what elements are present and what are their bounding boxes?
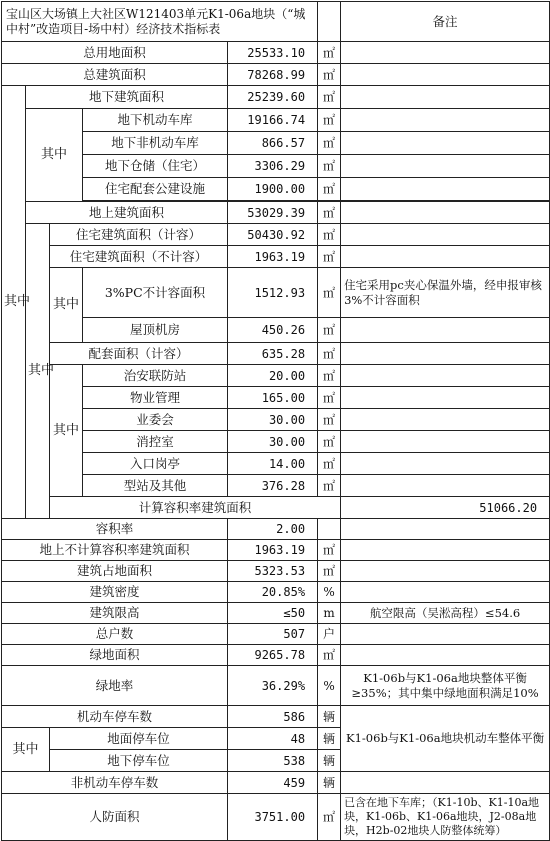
row-value: 3306.29 <box>228 155 318 178</box>
row-label: 地下建筑面积 <box>26 86 228 109</box>
row-value: ≤50 <box>228 603 318 624</box>
row-remark <box>341 343 550 365</box>
row-value: 50430.92 <box>228 224 318 246</box>
row-unit: 户 <box>318 624 341 645</box>
row-value: 14.00 <box>228 453 318 475</box>
row-remark <box>341 431 550 453</box>
row-remark <box>341 365 550 387</box>
table-row <box>2 624 550 645</box>
table-row <box>2 475 550 497</box>
row-value: 5323.53 <box>228 561 318 582</box>
row-label: 建筑密度 <box>2 582 228 603</box>
row-value: 1963.19 <box>228 540 318 561</box>
row-label: 地上建筑面积 <box>26 202 228 224</box>
economic-indicator-table <box>1 1 550 841</box>
table-row <box>2 582 550 603</box>
row-label: 地面停车位 <box>50 728 228 750</box>
row-label: 入口岗亭 <box>83 453 228 475</box>
row-unit: ㎡ <box>318 86 341 109</box>
indicator-table-sheet <box>1 1 549 837</box>
row-value: 25239.60 <box>228 86 318 109</box>
table-row <box>2 365 550 387</box>
row-label: 机动车停车数 <box>2 706 228 728</box>
table-row <box>2 343 550 365</box>
table-row <box>2 772 550 794</box>
row-label: 总户数 <box>2 624 228 645</box>
row-unit: ㎡ <box>318 132 341 155</box>
row-unit: ㎡ <box>318 561 341 582</box>
row-unit: ㎡ <box>318 540 341 561</box>
row-remark <box>341 624 550 645</box>
row-value: 3751.00 <box>228 794 318 841</box>
row-remark <box>341 109 550 132</box>
row-unit: 辆 <box>318 772 341 794</box>
row-unit: ㎡ <box>318 431 341 453</box>
row-remark <box>341 132 550 155</box>
row-label: 计算容积率建筑面积 <box>50 497 341 519</box>
row-unit: ㎡ <box>318 365 341 387</box>
row-value: 450.26 <box>228 318 318 343</box>
row-value: 53029.39 <box>228 202 318 224</box>
row-unit: ㎡ <box>318 409 341 431</box>
row-label: 地上不计算容积率建筑面积 <box>2 540 228 561</box>
table-row <box>2 645 550 666</box>
row-label: 绿地率 <box>2 666 228 706</box>
row-remark <box>341 155 550 178</box>
row-unit: ㎡ <box>318 109 341 132</box>
row-unit: ㎡ <box>318 794 341 841</box>
table-row <box>2 666 550 706</box>
row-label: 屋顶机房 <box>83 318 228 343</box>
table-row <box>2 318 550 343</box>
row-unit: ㎡ <box>318 387 341 409</box>
row-remark <box>341 178 550 201</box>
row-unit: ㎡ <box>318 64 341 86</box>
row-unit: % <box>318 666 341 706</box>
row-remark <box>341 318 550 343</box>
row-remark <box>341 475 550 497</box>
row-remark <box>341 224 550 246</box>
table-row <box>2 224 550 246</box>
row-unit: ㎡ <box>318 246 341 268</box>
row-remark: 住宅采用pc夹心保温外墙，经申报审核3%不计容面积 <box>341 268 550 318</box>
row-unit: ㎡ <box>318 224 341 246</box>
table-row <box>2 132 550 155</box>
row-value: 25533.10 <box>228 42 318 64</box>
table-row <box>2 155 550 178</box>
title-unit-cell <box>318 2 341 42</box>
row-unit: 辆 <box>318 728 341 750</box>
table-row <box>2 109 550 132</box>
row-unit <box>318 519 341 540</box>
row-remark <box>341 519 550 540</box>
row-value: 19166.74 <box>228 109 318 132</box>
row-remark <box>341 42 550 64</box>
row-remark: 已含在地下车库；（K1-10b、K1-10a地块，K1-06b、K1-06a地块，J2-08a地块，H2b-02地块人防整体统筹） <box>341 794 550 841</box>
table-row <box>2 246 550 268</box>
table-row <box>2 2 550 42</box>
table-row <box>2 453 550 475</box>
row-value: 2.00 <box>228 519 318 540</box>
row-value: 48 <box>228 728 318 750</box>
table-row <box>2 86 550 109</box>
row-label: 人防面积 <box>2 794 228 841</box>
row-remark <box>341 645 550 666</box>
row-value: 538 <box>228 750 318 772</box>
table-row <box>2 519 550 540</box>
row-label: 建筑占地面积 <box>2 561 228 582</box>
row-value: 9265.78 <box>228 645 318 666</box>
row-unit: ㎡ <box>318 475 341 497</box>
row-value: 376.28 <box>228 475 318 497</box>
row-label: 型站及其他 <box>83 475 228 497</box>
table-row <box>2 794 550 841</box>
row-value: 1512.93 <box>228 268 318 318</box>
row-remark <box>341 246 550 268</box>
table-title: 宝山区大场镇上大社区W121403单元K1-06a地块（“城中村”改造项目-场中村）经济技术指标表 <box>2 2 318 42</box>
table-row <box>2 540 550 561</box>
row-value: 1900.00 <box>228 178 318 201</box>
table-row <box>2 42 550 64</box>
row-remark: 航空限高（吴淞高程）≤54.6 <box>341 603 550 624</box>
row-remark <box>341 582 550 603</box>
row-unit: ㎡ <box>318 318 341 343</box>
row-label: 配套面积（计容） <box>50 343 228 365</box>
table-row <box>2 431 550 453</box>
table-row <box>2 497 550 519</box>
row-value: 459 <box>228 772 318 794</box>
row-label: 总建筑面积 <box>2 64 228 86</box>
row-value: 30.00 <box>228 409 318 431</box>
table-row <box>2 64 550 86</box>
row-label: 容积率 <box>2 519 228 540</box>
row-label: 3%PC不计容面积 <box>83 268 228 318</box>
row-value: 20.85% <box>228 582 318 603</box>
table-row <box>2 268 550 318</box>
row-label: 消控室 <box>83 431 228 453</box>
row-value: 51066.20 <box>341 497 550 519</box>
row-label: 建筑限高 <box>2 603 228 624</box>
row-unit: ㎡ <box>318 268 341 318</box>
row-remark <box>341 202 550 224</box>
group-label-nonfar: 其中 <box>50 268 83 343</box>
group-label-support: 其中 <box>50 365 83 497</box>
row-label: 非机动车停车数 <box>2 772 228 794</box>
group-label-parking: 其中 <box>2 728 50 772</box>
row-unit: ㎡ <box>318 645 341 666</box>
row-label: 住宅建筑面积（计容） <box>50 224 228 246</box>
row-label: 物业管理 <box>83 387 228 409</box>
row-value: 20.00 <box>228 365 318 387</box>
row-value: 635.28 <box>228 343 318 365</box>
row-remark <box>341 561 550 582</box>
table-row <box>2 603 550 624</box>
row-remark <box>341 387 550 409</box>
table-row <box>2 561 550 582</box>
group-label-underground: 其中 <box>26 109 83 202</box>
row-remark: K1-06b与K1-06a地块机动车整体平衡 <box>341 706 550 772</box>
group-label-outer: 其中 <box>2 86 26 519</box>
row-remark <box>341 772 550 794</box>
row-unit: ㎡ <box>318 155 341 178</box>
row-label: 地下停车位 <box>50 750 228 772</box>
table-row <box>2 202 550 224</box>
row-label: 总用地面积 <box>2 42 228 64</box>
row-remark <box>341 64 550 86</box>
row-remark <box>341 540 550 561</box>
table-row <box>2 178 550 201</box>
row-value: 507 <box>228 624 318 645</box>
row-unit: % <box>318 582 341 603</box>
row-label: 住宅建筑面积（不计容） <box>50 246 228 268</box>
row-label: 地下机动车库 <box>83 109 228 132</box>
row-label: 地下仓储（住宅） <box>83 155 228 178</box>
table-row <box>2 387 550 409</box>
row-label: 地下非机动车库 <box>83 132 228 155</box>
row-unit: ㎡ <box>318 343 341 365</box>
row-label: 住宅配套公建设施 <box>83 178 228 201</box>
table-row <box>2 409 550 431</box>
row-unit: 辆 <box>318 750 341 772</box>
row-value: 30.00 <box>228 431 318 453</box>
row-remark <box>341 453 550 475</box>
row-unit: ㎡ <box>318 42 341 64</box>
row-value: 586 <box>228 706 318 728</box>
row-label: 业委会 <box>83 409 228 431</box>
row-unit: 辆 <box>318 706 341 728</box>
row-unit: ㎡ <box>318 453 341 475</box>
row-unit: m <box>318 603 341 624</box>
row-value: 165.00 <box>228 387 318 409</box>
row-unit: ㎡ <box>318 178 341 201</box>
row-value: 78268.99 <box>228 64 318 86</box>
row-value: 36.29% <box>228 666 318 706</box>
row-label: 绿地面积 <box>2 645 228 666</box>
row-value: 1963.19 <box>228 246 318 268</box>
row-label: 治安联防站 <box>83 365 228 387</box>
row-remark <box>341 86 550 109</box>
row-value: 866.57 <box>228 132 318 155</box>
remarks-header: 备注 <box>341 2 550 42</box>
table-row <box>2 706 550 728</box>
row-remark: K1-06b与K1-06a地块整体平衡≥35%；其中集中绿地面积满足10% <box>341 666 550 706</box>
row-remark <box>341 409 550 431</box>
group-label-above: 其中 <box>26 224 50 519</box>
row-unit: ㎡ <box>318 202 341 224</box>
